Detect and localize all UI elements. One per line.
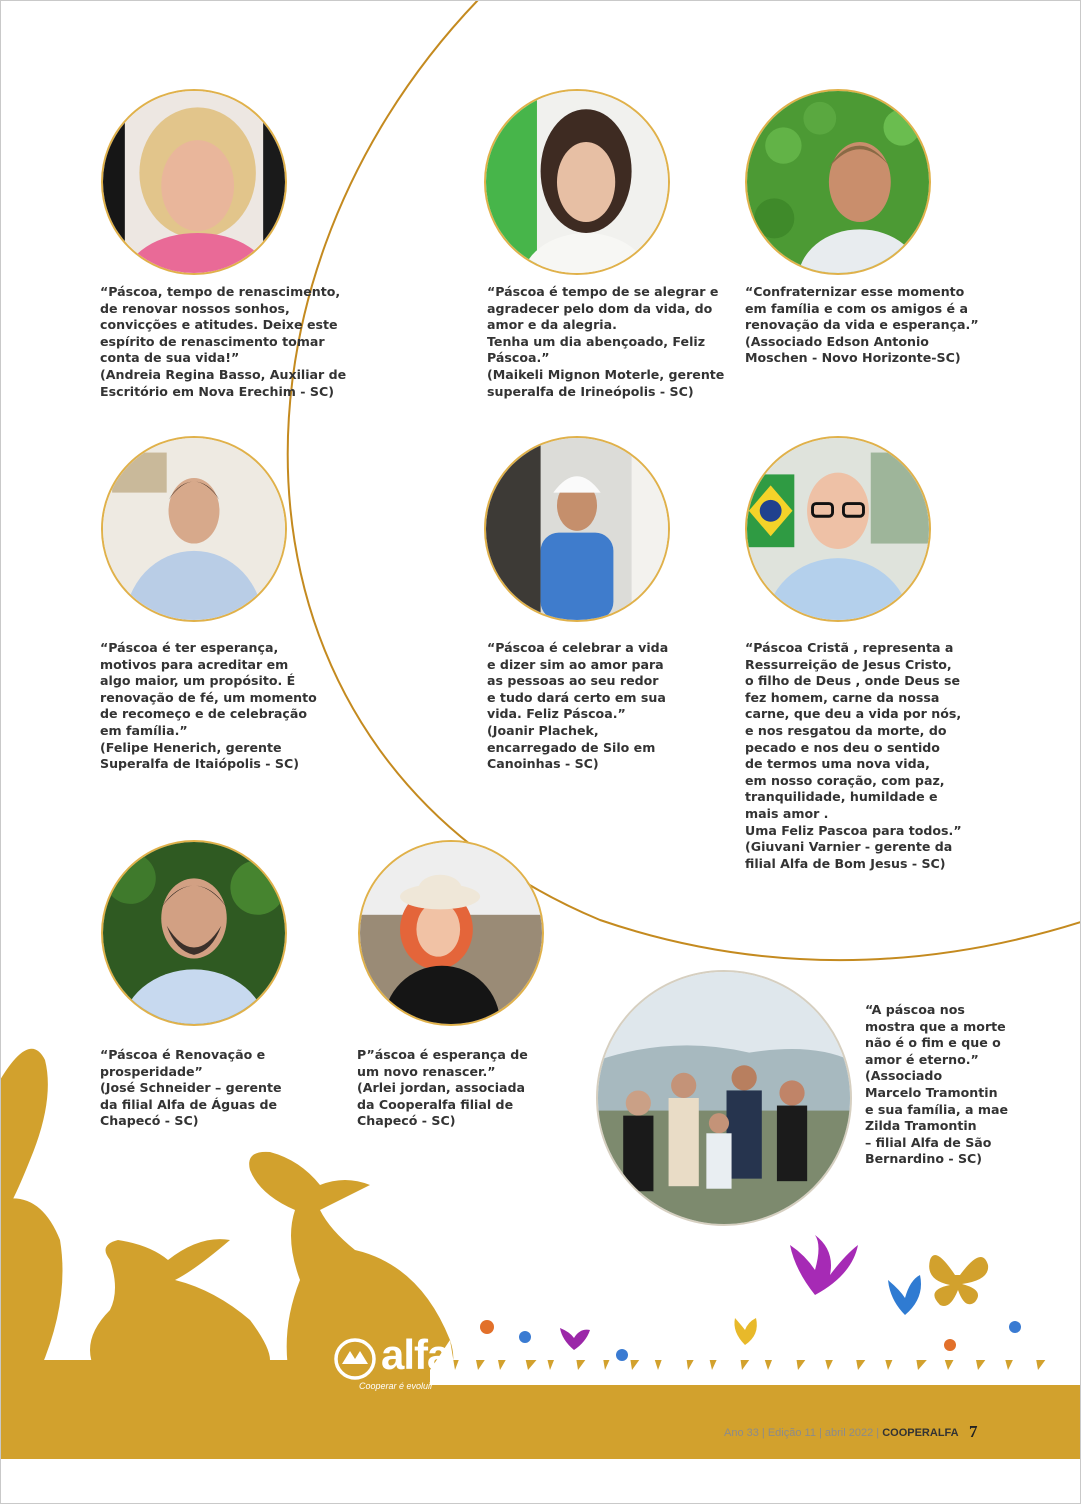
portrait-man-office-icon <box>103 438 285 620</box>
quote-text: “Páscoa é ter esperança, motivos para acreditar em algo maior, um propósito. É renovação de fé, um momento de recomeço e de celebração em família.” <box>100 640 317 738</box>
quote-text: “Páscoa é tempo de se alegrar e agradecer pelo dom da vida, do amor e da alegria. Tenha um dia abençoado, Feliz Páscoa.” <box>487 284 719 366</box>
alfa-logo-icon <box>333 1337 377 1381</box>
quote-author: (José Schneider – gerente da filial Alfa de Águas de Chapecó - SC) <box>100 1080 282 1129</box>
portrait-man-field-icon <box>747 91 929 273</box>
bunny-small-icon <box>90 1239 270 1370</box>
crocus-purple-large-icon <box>790 1235 858 1330</box>
quote-maikeli <box>487 284 724 400</box>
quote-text: P”áscoa é esperança de um novo renascer.” <box>357 1047 528 1079</box>
quote-felipe <box>100 640 317 773</box>
quote-giuvani <box>745 640 962 872</box>
photo-jose <box>101 840 287 1026</box>
bunny-large-left-icon <box>0 1049 48 1220</box>
portrait-family-icon <box>598 972 850 1224</box>
photo-felipe <box>101 436 287 622</box>
photo-andreia <box>101 89 287 275</box>
photo-joanir <box>484 436 670 622</box>
quote-author: (Andreia Regina Basso, Auxiliar de Escritório em Nova Erechim - SC) <box>100 366 347 399</box>
quote-andreia <box>100 284 346 400</box>
butterfly-icon <box>929 1255 988 1306</box>
portrait-woman-dark-hair-icon <box>486 91 668 273</box>
quote-author: (Felipe Henerich, gerente Superalfa de Itaiópolis - SC) <box>100 739 299 772</box>
portrait-woman-blonde-icon <box>103 91 285 273</box>
footer-magazine: COOPERALFA <box>882 1427 959 1439</box>
logo-wordmark: alfa <box>381 1331 450 1378</box>
portrait-man-glasses-flag-icon <box>747 438 929 620</box>
crocus-blue-icon <box>888 1275 921 1335</box>
page-number: 7 <box>969 1422 978 1441</box>
footer-info <box>724 1427 959 1439</box>
alfa-logo <box>333 1331 463 1395</box>
quote-text: “Confraternizar esse momento em família e com os amigos é a renovação da vida e esperança.” <box>745 284 979 333</box>
quote-text: “Páscoa é Renovação e prosperidade” <box>100 1047 266 1079</box>
quote-text: “Páscoa é celebrar a vida e dizer sim ao amor para as pessoas ao seu redor e tudo dará certo em sua vida. Feliz Páscoa.” <box>487 640 669 722</box>
quote-marcelo <box>865 1002 1008 1168</box>
footer-issue: Ano 33 | Edição 11 | abril 2022 | <box>724 1427 883 1439</box>
quote-author: (Associado Edson Antonio Moschen - Novo Horizonte-SC) <box>745 333 961 366</box>
quote-text: “Páscoa Cristã , representa a Ressurreição de Jesus Cristo, o filho de Deus , onde Deus se fez homem, carne da nossa carne, que deu a vida por nós, e nos resgatou da morte, do pecado e nos deu o sentido de termos uma nova vida, em nosso coração, com paz, tranquilidade, humildade e mais amor . Uma Feliz Pascoa para todos.” <box>745 640 962 838</box>
photo-giuvani <box>745 436 931 622</box>
photo-edson <box>745 89 931 275</box>
quote-edson <box>745 284 979 367</box>
photo-maikeli <box>484 89 670 275</box>
logo-tagline: Cooperar é evoluir <box>359 1381 434 1391</box>
portrait-woman-hat-icon <box>360 842 542 1024</box>
quote-author: (Joanir Plachek, encarregado de Silo em Canoinhas - SC) <box>487 722 656 772</box>
quote-joanir <box>487 640 668 773</box>
photo-arlei <box>358 840 544 1026</box>
quote-author: (Associado Marcelo Tramontin e sua família, a mae Zilda Tramontin – filial Alfa de São Bernardino - SC) <box>865 1068 1009 1167</box>
quote-author: (Maikeli Mignon Moterle, gerente superalfa de Irineópolis - SC) <box>487 366 725 399</box>
quote-text: “A páscoa nos mostra que a morte não é o fim e que o amor é eterno.” <box>865 1002 1006 1067</box>
portrait-man-beard-icon <box>103 842 285 1024</box>
portrait-man-helmet-icon <box>486 438 668 620</box>
quote-text: “Páscoa, tempo de renascimento, de renovar nossos sonhos, convicções e atitudes. Deixe este espírito de renascimento tomar conta de sua vida!” <box>100 284 341 366</box>
photo-marcelo <box>596 970 852 1226</box>
quote-author: (Giuvani Varnier - gerente da filial Alfa de Bom Jesus - SC) <box>745 839 953 871</box>
footer-strip <box>0 1459 1081 1504</box>
quote-author: (Arlei jordan, associada da Cooperalfa filial de Chapecó - SC) <box>357 1080 526 1129</box>
